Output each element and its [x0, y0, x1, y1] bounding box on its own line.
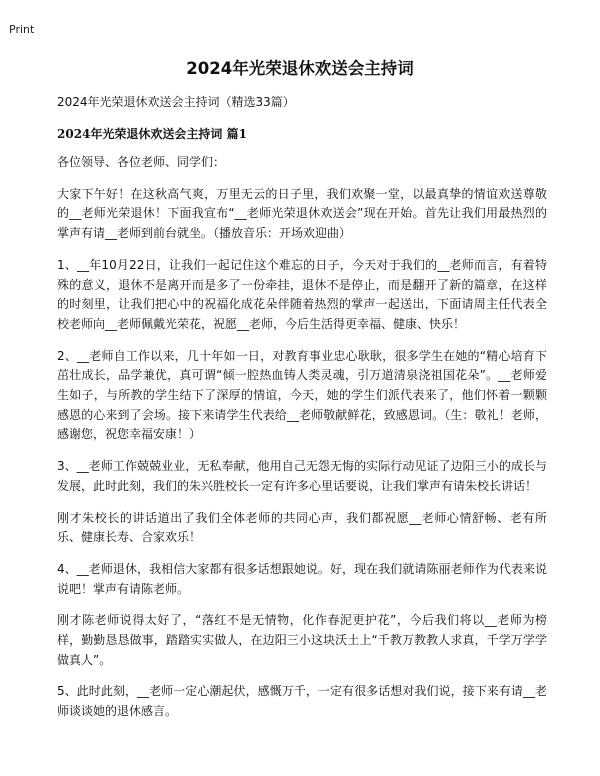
paragraph-item-2: 2、__老师自工作以来，几十年如一日，对教育事业忠心耿耿，很多学生在她的“精心培育下茁壮成长，品学兼优，真可谓“倾一腔热血铸人类灵魂，引万道清泉浇祖国花朵”。__老师爱生如子，与所教的学生结下了深厚的情谊，今天，她的学生们派代表来了，他们怀着一颗颗感恩的心来到了会场。接下来请学生代表给__老师敬献鲜花，致感恩词。（生：敬礼！老师，感谢您，祝您幸福安康！） — [57, 348, 547, 442]
paragraph-opening: 大家下午好！在这秋高气爽，万里无云的日子里，我们欢聚一堂，以最真挚的情谊欢送尊敬的__老师光荣退休！下面我宣布“__老师光荣退休欢送会”现在开始。首先让我们用最热烈的掌声有请__老师到前台就坐。（播放音乐：开场欢迎曲） — [57, 186, 547, 241]
paragraph-item-5: 5、此时此刻，__老师一定心潮起伏，感慨万千，一定有很多话想对我们说，接下来有请__老师谈谈她的退休感言。 — [57, 684, 547, 719]
paragraph-greeting: 各位领导、各位老师、同学们： — [57, 155, 226, 169]
paragraph-principal-speech-summary: 刚才朱校长的讲话道出了我们全体老师的共同心声，我们都祝愿__老师心情舒畅、老有所乐、健康长寿、合家欢乐！ — [57, 510, 547, 545]
document-body — [57, 93, 547, 734]
print-link[interactable]: Print — [9, 23, 35, 36]
document-subtitle: 2024年光荣退休欢送会主持词（精选33篇） — [57, 95, 295, 109]
section-heading: 2024年光荣退休欢送会主持词 篇1 — [57, 127, 247, 141]
paragraph-item-1: 1、__年10月22日，让我们一起记住这个难忘的日子，今天对于我们的__老师而言，有着特殊的意义，退休不是离开而是多了一份牵挂，退休不是停止，而是翻开了新的篇章，在这样的时刻里，让我们把心中的祝福化成花朵伴随着热烈的掌声一起送出，下面请周主任代表全校老师向__老师佩戴光荣花，祝愿__老师，今后生活得更幸福、健康、快乐！ — [57, 257, 547, 331]
page-title: 2024年光荣退休欢送会主持词 — [186, 59, 414, 78]
paragraph-chen-summary: 刚才陈老师说得太好了，“落红不是无情物，化作春泥更护花”，今后我们将以__老师为榜样，勤勤恳恳做事，踏踏实实做人，在边阳三小这块沃土上“千教万教教人求真，千学万学学做真人”。 — [57, 613, 547, 667]
paragraph-item-4: 4、__老师退休，我相信大家都有很多话想跟她说。好，现在我们就请陈丽老师作为代表来说说吧！掌声有请陈老师。 — [57, 561, 547, 596]
paragraph-item-3: 3、__老师工作兢兢业业，无私奉献，他用自己无怨无悔的实际行动见证了边阳三小的成长与发展，此时此刻，我们的朱兴胜校长一定有许多心里话要说，让我们掌声有请朱校长讲话！ — [57, 459, 547, 493]
